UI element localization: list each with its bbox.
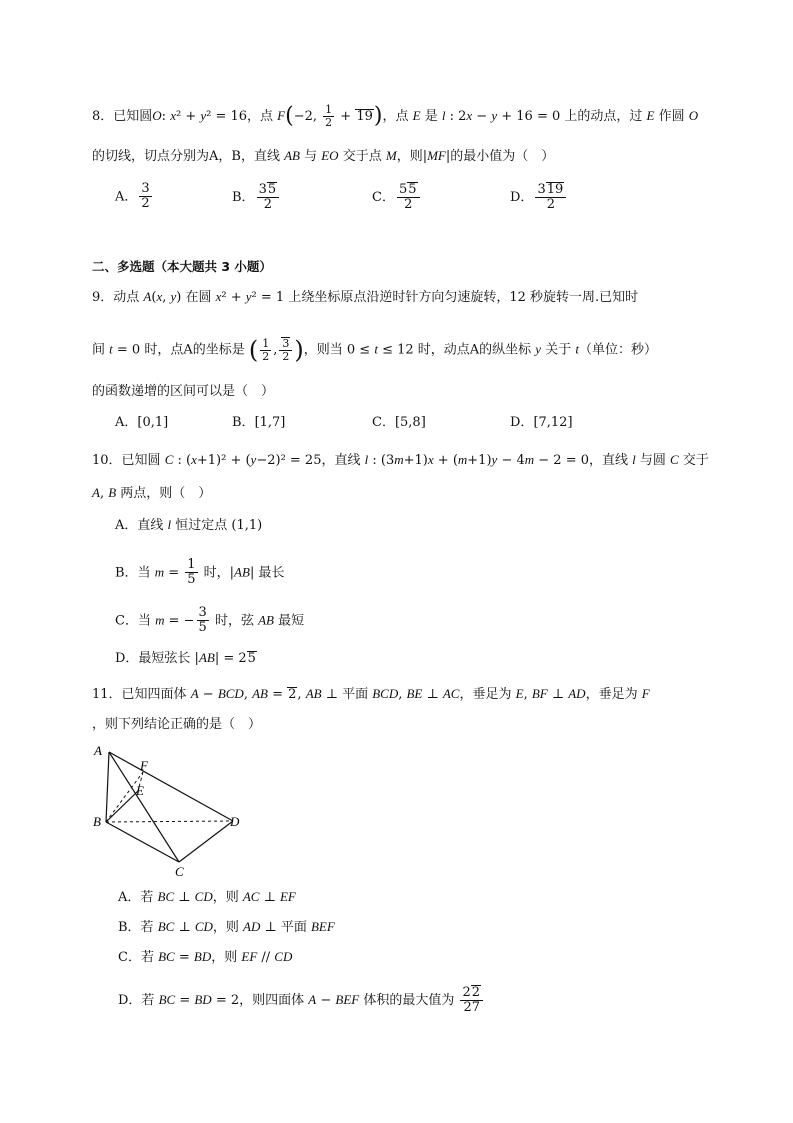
q8-line-2: 的切线，切点分别为A，B，直线 AB 与 EO 交于点 M，则|MF|的最小值为（ ） [92,148,555,164]
q8-option-c: C． $\frac{55}{2}$ [372,182,422,213]
q9-option-a: A．[0,1] [115,415,169,430]
figure-label-e: E [136,783,144,798]
q9-option-d: D．[7,12] [510,415,573,430]
q11-option-b: B．若 BC ⊥ CD，则 AD ⊥ 平面 BEF [118,919,335,935]
q9-option-b: B．[1,7] [232,415,286,430]
q11-option-c: C．若 BC = BD，则 EF // CD [118,949,293,965]
figure-label-c: C [175,864,184,879]
q10-option-b: B．当 m = $\frac{1}{5}$ 时，|AB| 最长 [115,557,285,588]
q10-option-a: A．直线 l 恒过定点 (1,1) [115,517,263,533]
tetrahedron-figure [88,740,258,880]
q10-line-1: 10．已知圆 C : (x+1)² + (y−2)² = 25，直线 l : (3m+1)x + (m+1)y − 4m − 2 = 0，直线 l 与圆 C 交于 [92,452,709,468]
q8-option-a: A． $\frac{3}{2}$ [115,181,150,212]
q11-line-1: 11．已知四面体 A − BCD, AB = 2, AB ⊥ 平面 BCD, BE ⊥ AC，垂足为 E, BF ⊥ AD，垂足为 F [92,686,650,702]
q9-line-2: 间 t = 0 时，点A的坐标是 ( $\frac{1}{2}$ , $\frac{3}{2}$ )，则当 0 ≤ t ≤ 12 时，动点A的纵坐标 y 关于 t（单位：秒） [92,336,657,365]
figure-label-f: F [140,758,148,773]
q9-line-3: 的函数递增的区间可以是（ ） [92,384,275,399]
q8-option-d: D． $\frac{319}{2}$ [510,182,568,213]
q10-line-2: A, B 两点，则（ ） [92,485,212,501]
q8-option-b: B． $\frac{35}{2}$ [232,182,281,213]
figure-label-a: A [94,743,102,758]
q9-option-c: C．[5,8] [372,415,426,430]
figure-label-b: B [93,814,101,829]
q10-option-c: C．当 m = − $\frac{3}{5}$ 时，弦 AB 最短 [115,605,305,636]
section-heading-multi-choice: 二、多选题（本大题共 3 小题） [92,259,272,274]
q10-option-d: D．最短弦长 |AB| = 25 [115,650,256,666]
q11-line-2: ，则下列结论正确的是（ ） [92,717,262,732]
q8-line-1: 8．已知圆O: x² + y² = 16，点 F(−2, $\frac{1}{2}$ + 19)，点 E 是 l : 2x − y + 16 = 0 上的动点，过 E 作圆 O [92,103,699,130]
q11-option-d: D．若 BC = BD = 2，则四面体 A − BEF 体积的最大值为 $\frac{22}{27}$ [118,985,485,1016]
figure-label-d: D [230,814,240,829]
q11-option-a: A．若 BC ⊥ CD，则 AC ⊥ EF [118,889,296,905]
q9-line-1: 9．动点 A(x, y) 在圆 x² + y² = 1 上绕坐标原点沿逆时针方向匀速旋转，12 秒旋转一周.已知时 [92,289,639,305]
